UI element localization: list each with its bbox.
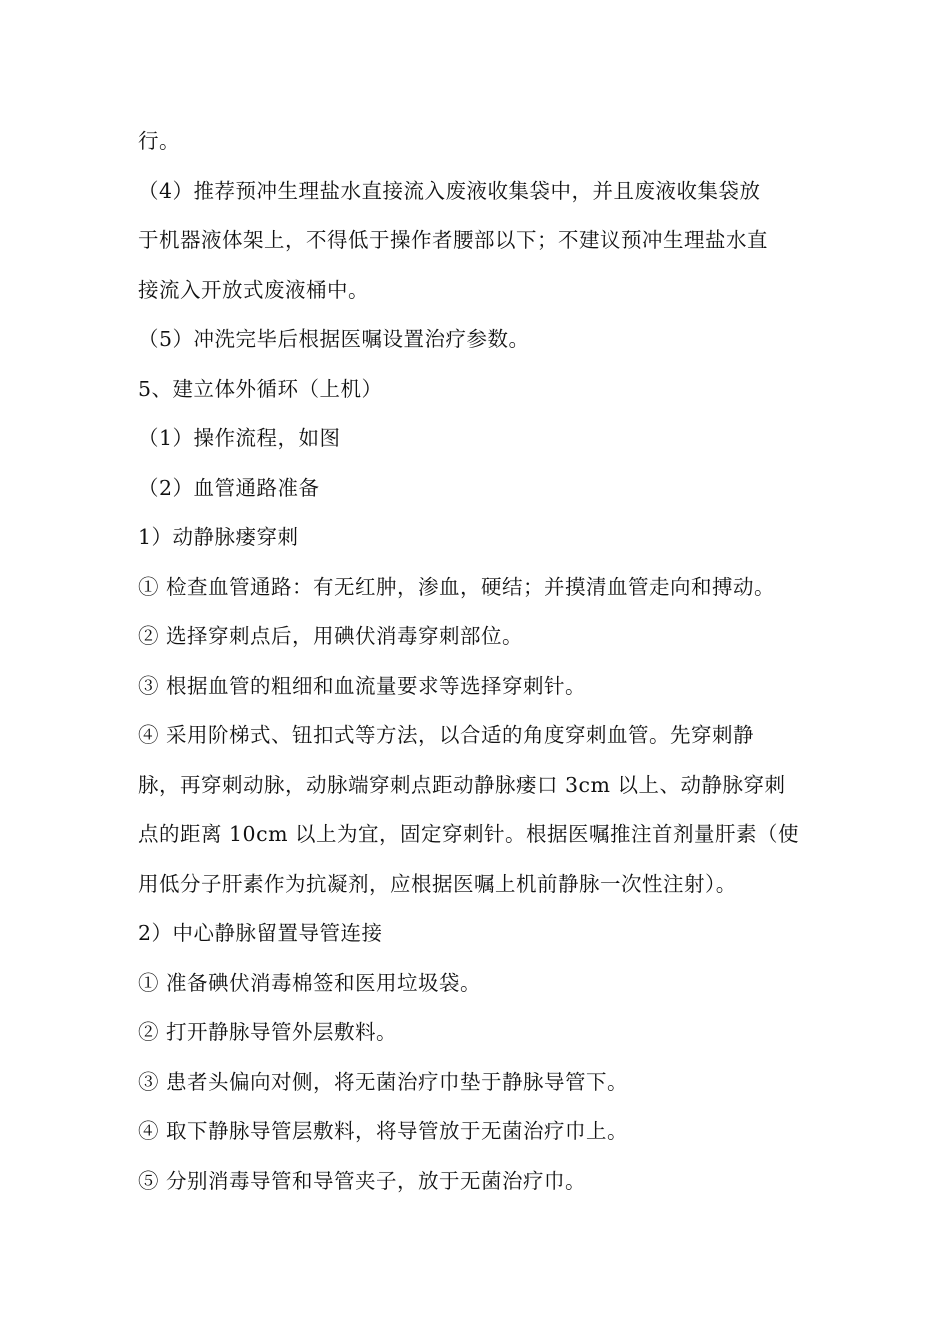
text-line: 行。 <box>138 129 180 153</box>
text-line: ② 选择穿刺点后，用碘伏消毒穿刺部位。 <box>138 624 524 648</box>
text-line: （2）血管通路准备 <box>138 475 320 500</box>
section-heading: 5、建立体外循环（上机） <box>138 376 383 401</box>
text-line: （1）操作流程，如图 <box>138 426 341 450</box>
text-line: ④ 采用阶梯式、钮扣式等方法，以合适的角度穿刺血管。先穿刺静 <box>138 723 755 747</box>
text-line: ③ 根据血管的粗细和血流量要求等选择穿刺针。 <box>138 673 587 698</box>
text-line: ③ 患者头偏向对侧，将无菌治疗巾垫于静脉导管下。 <box>138 1069 629 1094</box>
text-line: 脉，再穿刺动脉，动脉端穿刺点距动静脉瘘口 3cm 以上、动静脉穿刺 <box>138 772 786 797</box>
text-line: （5）冲洗完毕后根据医嘱设置治疗参数。 <box>138 327 530 351</box>
text-line: （4）推荐预冲生理盐水直接流入废液收集袋中，并且废液收集袋放 <box>138 178 761 203</box>
subsection-heading: 2）中心静脉留置导管连接 <box>138 921 383 945</box>
text-line: 接流入开放式废液桶中。 <box>138 277 369 302</box>
text-line: ② 打开静脉导管外层敷料。 <box>138 1020 398 1044</box>
text-line: ④ 取下静脉导管层敷料，将导管放于无菌治疗巾上。 <box>138 1119 629 1143</box>
document-body <box>138 126 828 1215</box>
text-line: ① 检查血管通路：有无红肿，渗血，硬结；并摸清血管走向和搏动。 <box>138 574 776 599</box>
text-line: ① 准备碘伏消毒棉签和医用垃圾袋。 <box>138 970 482 995</box>
subsection-heading: 1）动静脉瘘穿刺 <box>138 525 299 549</box>
text-line: 用低分子肝素作为抗凝剂，应根据医嘱上机前静脉一次性注射）。 <box>138 871 737 896</box>
text-line: ⑤ 分别消毒导管和导管夹子，放于无菌治疗巾。 <box>138 1168 587 1193</box>
text-line: 点的距离 10cm 以上为宜，固定穿刺针。根据医嘱推注首剂量肝素（使 <box>138 822 800 846</box>
text-line: 于机器液体架上，不得低于操作者腰部以下；不建议预冲生理盐水直 <box>138 228 768 252</box>
